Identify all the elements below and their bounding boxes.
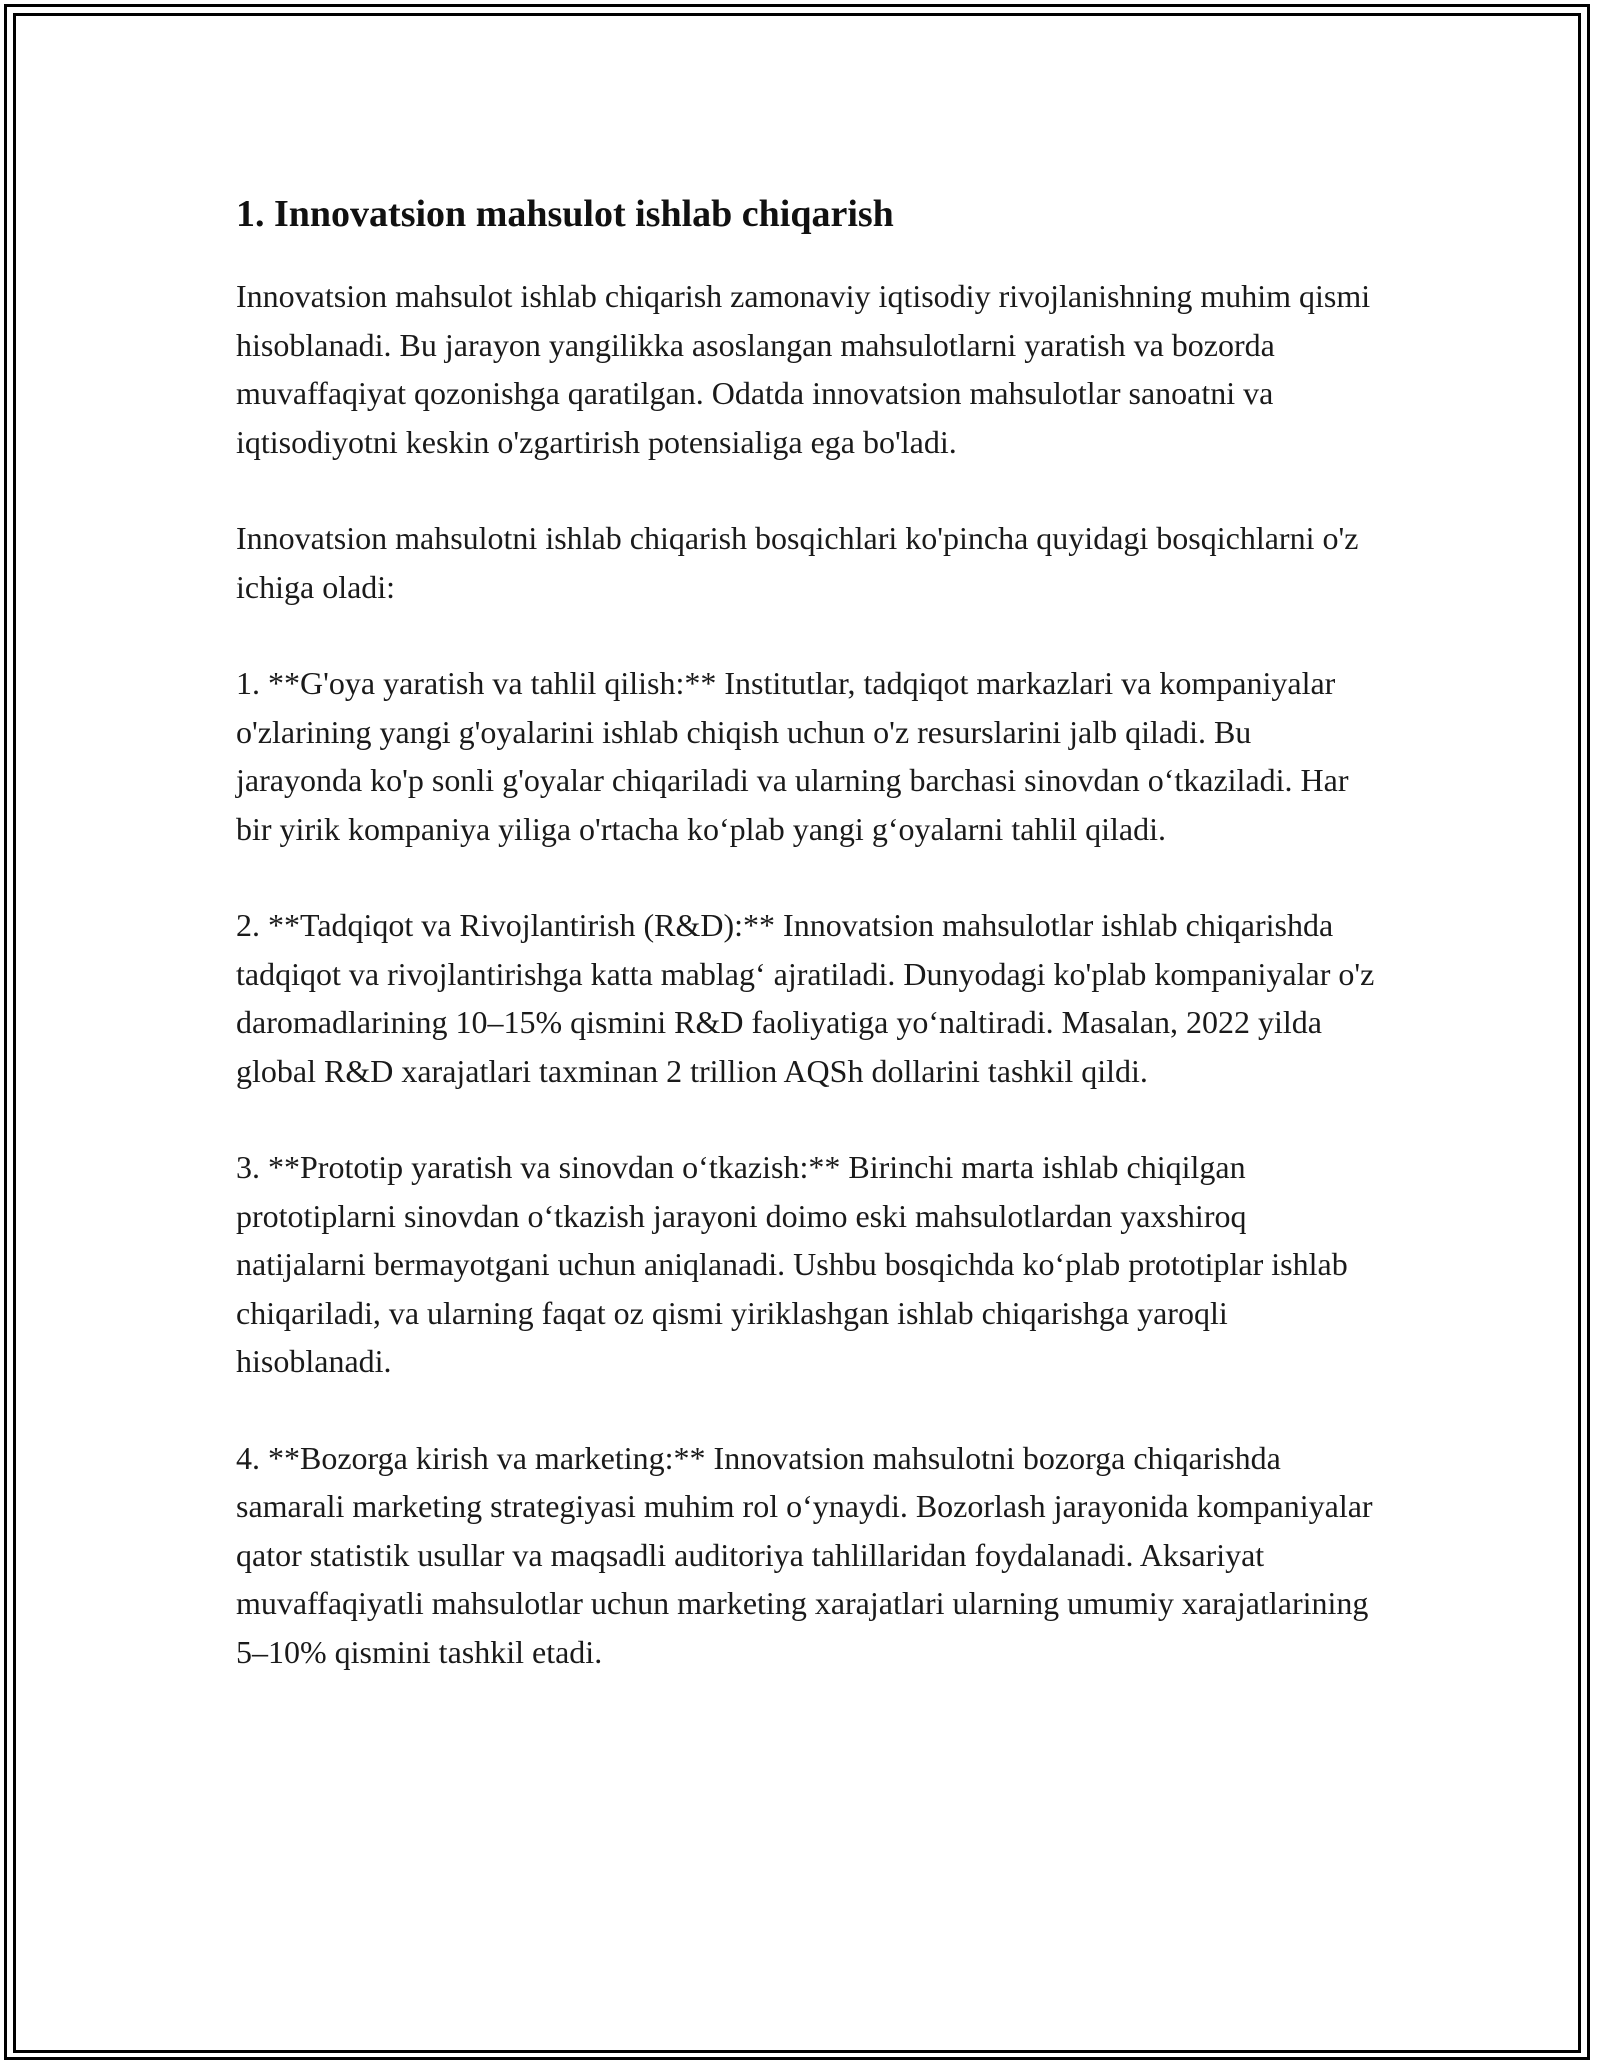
stage-3-paragraph: 3. **Prototip yaratish va sinovdan o‘tkazish:** Birinchi marta ishlab chiqilgan prototiplarni sinovdan o‘tkazish jarayoni doimo eski mahsulotlardan yaxshiroq natijalarni bermayotgani uchun aniqlanadi. Ushbu bosqichda ko‘plab prototiplar ishlab chiqariladi, va ularning faqat oz qismi yiriklashgan ishlab chiqarishga yaroqli hisoblanadi.: [236, 1149, 1348, 1379]
stages-intro-paragraph: Innovatsion mahsulotni ishlab chiqarish bosqichlari ko'pincha quyidagi bosqichlarni o'z ichiga oladi:: [236, 520, 1359, 605]
stage-2-paragraph: 2. **Tadqiqot va Rivojlantirish (R&D):** Innovatsion mahsulotlar ishlab chiqarishda tadqiqot va rivojlantirishga katta mablag‘ ajratiladi. Dunyodagi ko'plab kompaniyalar o'z daromadlarining 10–15% qismini R&D faoliyatiga yo‘naltiradi. Masalan, 2022 yilda global R&D xarajatlari taxminan 2 trillion AQSh dollarini tashkil qildi.: [236, 907, 1375, 1089]
document-body: [236, 186, 1376, 1676]
stage-4-paragraph: 4. **Bozorga kirish va marketing:** Innovatsion mahsulotni bozorga chiqarishda samarali marketing strategiyasi muhim rol o‘ynaydi. Bozorlash jarayonida kompaniyalar qator statistik usullar va maqsadli auditoriya tahlillaridan foydalanadi. Aksariyat muvaffaqiyatli mahsulotlar uchun marketing xarajatlari ularning umumiy xarajatlarining 5–10% qismini tashkil etadi.: [236, 1439, 1373, 1670]
section-heading: 1. Innovatsion mahsulot ishlab chiqarish: [236, 193, 894, 235]
stage-1-paragraph: 1. **G'oya yaratish va tahlil qilish:** Institutlar, tadqiqot markazlari va kompaniyalar o'zlarining yangi g'oyalarini ishlab chiqish uchun o'z resurslarini jalb qiladi. Bu jarayonda ko'p sonli g'oyalar chiqariladi va ularning barchasi sinovdan o‘tkaziladi. Har bir yirik kompaniya yiliga o'rtacha ko‘plab yangi g‘oyalarni tahlil qiladi.: [236, 665, 1349, 847]
intro-paragraph: Innovatsion mahsulot ishlab chiqarish zamonaviy iqtisodiy rivojlanishning muhim qismi hisoblanadi. Bu jarayon yangilikka asoslangan mahsulotlarni yaratish va bozorda muvaffaqiyat qozonishga qaratilgan. Odatda innovatsion mahsulotlar sanoatni va iqtisodiyotni keskin o'zgartirish potensialiga ega bo'ladi.: [236, 278, 1371, 460]
